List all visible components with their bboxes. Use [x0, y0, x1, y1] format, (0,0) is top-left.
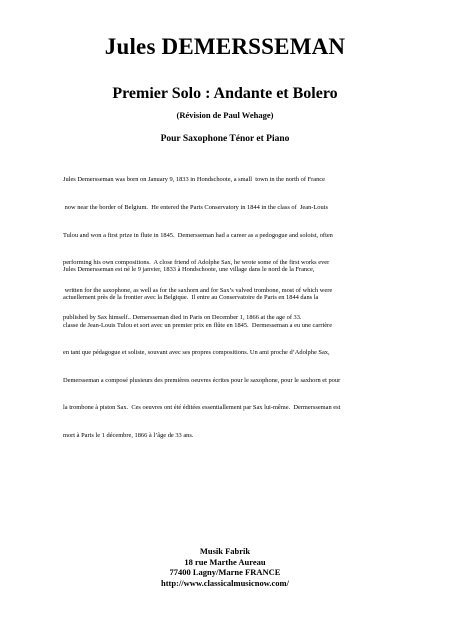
publisher-street: 18 rue Marthe Aureau: [184, 556, 266, 567]
bio-french-line: en tant que pédagogue et soliste, souvant avec ses propres compositions. Un ami proche d’Adolphe Sax,: [63, 349, 330, 357]
publisher-address: [0, 546, 450, 588]
bio-french-line: classe de Jean-Louis Tulou et sort avec un premier prix en flûte en 1845. Dermesseman a eu une carrière: [63, 321, 333, 329]
publisher-city: 77400 Lagny/Marne FRANCE: [169, 567, 281, 578]
bio-french-line: Jules Demersseman est né le 9 janvier, 1833 à Hondschoote, une village dans le nord de la France,: [63, 266, 315, 274]
bio-english-line: Jules Demersseman was born on January 9, 1833 in Hondschoote, a small town in the north of France: [63, 176, 325, 184]
instrumentation: Pour Saxophone Ténor et Piano: [160, 134, 290, 144]
publisher-url: http://www.classicalmusicnow.com/: [161, 577, 289, 588]
revision-credit: (Révision de Paul Wehage): [176, 110, 274, 120]
publisher-name: Musik Fabrik: [199, 546, 251, 556]
bio-english-line: now near the border of Belgium. He entered the Paris Conservatory in 1844 in the class of Jean-Louis: [63, 204, 328, 211]
bio-english-line: written for the saxophone, as well as for the saxhorn and for Sax’s valved trombone, most of which were: [63, 286, 333, 294]
bio-french-line: mort à Paris le 1 décembre, 1866 à l’âge de 33 ans.: [63, 431, 194, 439]
bio-french-line: la trombone à piston Sax. Ces oeuvres ont été éditées essentiallement par Sax lui-même. Dermersseman est: [63, 404, 341, 412]
bio-english-line: Tulou and won a first prize in flute in 1845. Demersseman had a career as a pedogogue and soloist, often: [63, 231, 333, 239]
bio-french-line: actuellement près de la frontier avec la Belgique. Il entre au Conservatoire de Paris en 1844 dans la: [63, 294, 319, 301]
bio-english-line: performing his own compositions. A close friend of Adolphe Sax, he wrote some of the first works ever: [63, 259, 330, 267]
biography-french: [63, 247, 403, 459]
bio-french-line: Demersseman a composé plusieurs des premières oeuvres écrites pour le saxophone, pour le saxhorn et pour: [63, 376, 341, 384]
piece-title: Premier Solo : Andante et Bolero: [112, 85, 338, 102]
composer-name: Jules DEMERSSEMAN: [104, 34, 346, 59]
bio-english-line: published by Sax himself.. Demersseman died in Paris on December 1, 1866 at the age of 33.: [63, 314, 302, 322]
